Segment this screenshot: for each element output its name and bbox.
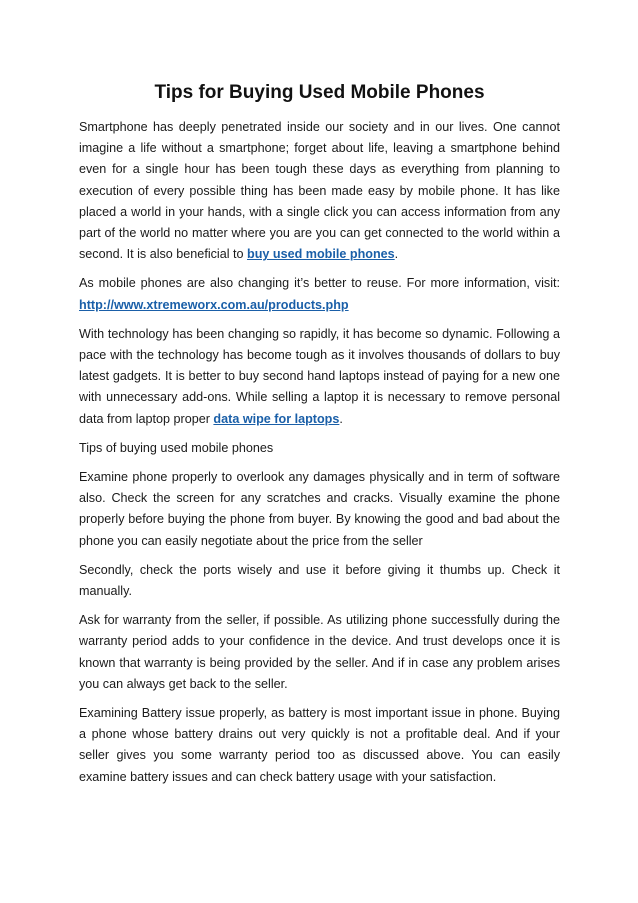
paragraph-intro-text: Smartphone has deeply penetrated inside our society and in our lives. One cannot imagine a life without a smartphone; forget about life, leaving a smartphone behind even for a single hour has been tough these days as everything from planning to execution of every possible thing has been made easy by mobile phone. It has like placed a world in your hands, with a single click you can access information from any part of the world no matter where you are you can get connected to the world within a second. It is also beneficial to — [79, 120, 560, 262]
paragraph-battery: Examining Battery issue properly, as battery is most important issue in phone. Buying a phone whose battery drains out very quickly is not a profitable deal. And if your seller gives you some warranty period too as discussed above. You can easily examine battery issues and can check battery usage with your satisfaction. — [79, 706, 560, 784]
products-url-link[interactable]: http://www.xtremeworx.com.au/products.php — [79, 297, 349, 312]
tips-heading: Tips of buying used mobile phones — [79, 440, 274, 455]
paragraph-intro — [79, 117, 560, 265]
paragraph-warranty: Ask for warranty from the seller, if possible. As utilizing phone successfully during the warranty period adds to your confidence in the device. And trust develops once it is known that warranty is being provided by the seller. And if in case any problem arises you can always get back to the seller. — [79, 613, 560, 691]
paragraph-reuse — [79, 273, 560, 315]
paragraph-technology-text: With technology has been changing so rapidly, it has become so dynamic. Following a pace with the technology has become tough as it involves thousands of dollars to buy latest gadgets. It is better to buy second hand laptops instead of paying for a new one with unnecessary add-ons. While selling a laptop it is necessary to remove personal data from laptop proper — [79, 326, 560, 426]
paragraph-intro-end: . — [394, 247, 399, 262]
paragraph-check-ports: Secondly, check the ports wisely and use it before giving it thumbs up. Check it manually. — [79, 562, 560, 599]
document-title: Tips for Buying Used Mobile Phones — [154, 82, 485, 103]
data-wipe-link[interactable]: data wipe for laptops — [213, 411, 340, 426]
paragraph-technology-end: . — [339, 411, 343, 426]
document-page — [79, 78, 560, 796]
paragraph-reuse-text: As mobile phones are also changing it’s better to reuse. For more information, visit: — [79, 276, 560, 291]
paragraph-technology — [79, 324, 560, 430]
paragraph-examine-phone: Examine phone properly to overlook any damages physically and in term of software also. Check the screen for any scratches and cracks. Visually examine the phone properly before buying the phone from buyer. By knowing the good and bad about the phone you can easily negotiate about the price from the seller — [79, 470, 560, 548]
buy-used-mobile-phones-link[interactable]: buy used mobile phones — [247, 247, 395, 262]
